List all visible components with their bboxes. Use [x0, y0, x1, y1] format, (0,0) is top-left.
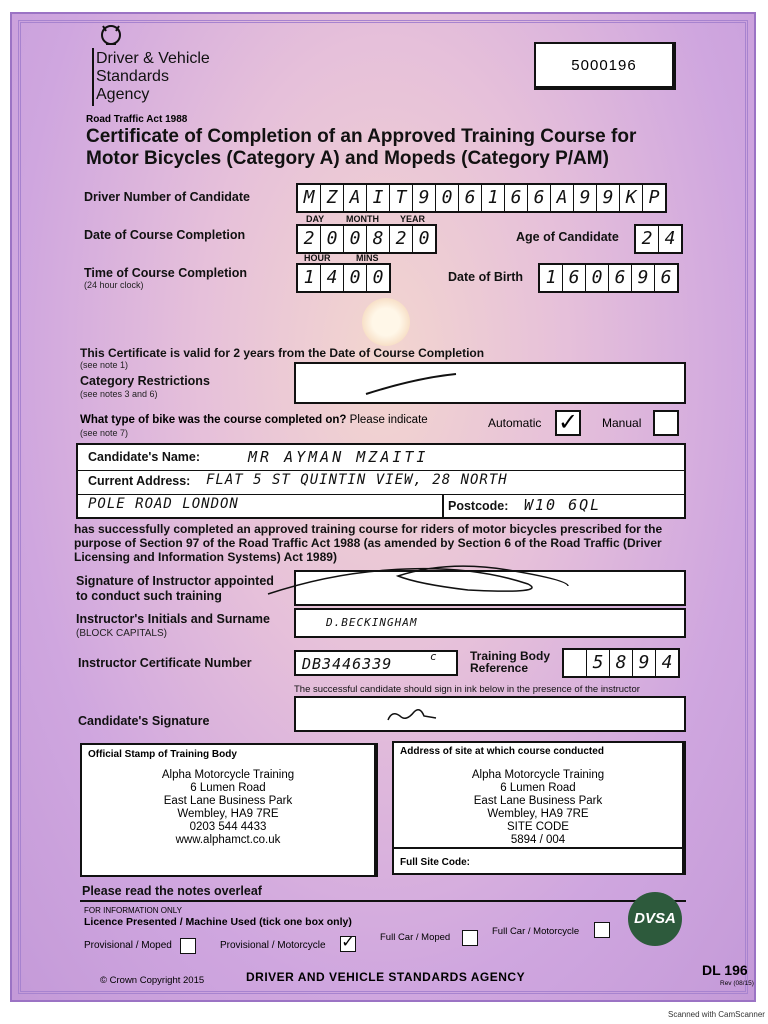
driver-number-char-13: 9	[574, 185, 597, 211]
candidate-name-label: Candidate's Name:	[88, 450, 201, 464]
driver-number-char-8: 6	[459, 185, 482, 211]
course-date-char-3: 0	[344, 226, 367, 252]
instructor-cert-field[interactable]	[294, 650, 458, 676]
title-line-1: Certificate of Completion of an Approved Training Course for	[86, 126, 637, 147]
validity-text: This Certificate is valid for 2 years from the Date of Course Completion	[80, 346, 485, 360]
provisional-moped-checkbox[interactable]	[180, 938, 196, 954]
year-label: YEAR	[400, 214, 426, 224]
instructor-cert-value: DB3446339	[302, 655, 393, 673]
course-date-char-6: 0	[418, 228, 430, 249]
stamp-line-3: East Lane Business Park	[163, 795, 293, 807]
instructor-name-value: D.BECKINGHAM	[326, 616, 418, 629]
driver-number-char-3: A	[344, 185, 367, 211]
instructor-signature-label-1: Signature of Instructor appointed	[76, 574, 274, 588]
agency-line-3: Agency	[96, 86, 150, 103]
candidate-signature-label: Candidate's Signature	[78, 714, 210, 728]
bike-type-note: (see note 7)	[80, 428, 129, 438]
candidate-signature-scribble	[296, 698, 688, 734]
copyright: © Crown Copyright 2015	[100, 975, 205, 986]
course-time-char-3: 0	[344, 265, 367, 291]
postcode-label: Postcode:	[448, 499, 509, 513]
instructor-name-label: Instructor's Initials and Surname	[76, 612, 270, 626]
age-char-2: 4	[664, 228, 676, 249]
mins-label: MINS	[356, 253, 379, 263]
full-car-motorcycle-checkbox[interactable]	[594, 922, 610, 938]
agency-line-1: Driver & Vehicle	[96, 50, 210, 67]
act-name: Road Traffic Act 1988	[86, 114, 188, 125]
info-only: FOR INFORMATION ONLY	[84, 906, 182, 915]
instructor-signature-field[interactable]	[294, 570, 686, 606]
course-time-char-4: 0	[372, 267, 384, 288]
scanner-watermark: Scanned with CamScanner	[668, 1010, 765, 1019]
dob-char-6: 6	[660, 267, 672, 288]
stamp-heading: Official Stamp of Training Body	[88, 749, 237, 760]
category-label: Category Restrictions	[80, 374, 210, 388]
serial-number-box	[534, 42, 676, 90]
course-date-char-4: 8	[367, 226, 390, 252]
site-address-box	[392, 741, 686, 875]
address-line-2[interactable]: POLE ROAD LONDON	[88, 496, 239, 512]
address-line-1[interactable]: FLAT 5 ST QUINTIN VIEW, 28 NORTH	[206, 472, 508, 488]
day-label: DAY	[306, 214, 325, 224]
agency-name	[96, 50, 210, 104]
course-date-char-1: 2	[298, 226, 321, 252]
driver-number-char-6: 9	[413, 185, 436, 211]
course-time-char-1: 1	[298, 265, 321, 291]
driver-number-char-5: T	[390, 185, 413, 211]
site-line-2: 6 Lumen Road	[500, 782, 576, 794]
candidate-name-value[interactable]: MR AYMAN MZAITI	[248, 448, 429, 466]
dob-char-3: 0	[586, 265, 609, 291]
driver-number-char-12: A	[551, 185, 574, 211]
driver-number-char-2: Z	[321, 185, 344, 211]
month-label: MONTH	[346, 214, 379, 224]
completion-statement: has successfully completed an approved training course for riders of motor bicycles prescribed for the purpose of Section 97 of the Road Traffic Act 1988 (as amended by Section 6 of the Road Traffic (Driver Licensing and Information Systems) Act 1989)	[74, 522, 663, 564]
driver-number-label: Driver Number of Candidate	[84, 190, 251, 204]
address-label: Current Address:	[88, 474, 191, 488]
dob-char-1: 1	[540, 265, 563, 291]
stamp-line-5: 0203 544 4433	[189, 821, 267, 833]
training-body-ref-char-5: 4	[661, 652, 673, 673]
age-char-1: 2	[636, 226, 659, 252]
course-time-label: Time of Course Completion	[84, 266, 247, 280]
agency-line-2: Standards	[96, 68, 169, 85]
automatic-label: Automatic	[488, 416, 542, 430]
site-text	[394, 769, 682, 847]
bike-type-question	[80, 414, 428, 426]
postcode-divider	[442, 494, 444, 518]
postcode-value[interactable]: W10 6QL	[524, 496, 602, 514]
licence-instruction: Licence Presented / Machine Used (tick one box only)	[84, 916, 352, 928]
driver-number-char-9: 1	[482, 185, 505, 211]
driver-number-char-15: K	[620, 185, 643, 211]
instructor-signature-scribble	[268, 564, 660, 600]
driver-number-char-10: 6	[505, 185, 528, 211]
course-date-label: Date of Course Completion	[84, 228, 246, 242]
form-rev: Rev (08/15)	[720, 980, 754, 987]
bike-type-indicate: Please indicate	[349, 414, 428, 426]
full-car-moped-label: Full Car / Moped	[380, 932, 451, 943]
driver-number-char-11: 6	[528, 185, 551, 211]
dob-label: Date of Birth	[448, 270, 523, 284]
driver-number-char-16: P	[648, 187, 660, 208]
provisional-motorcycle-check-mark: ✓	[341, 934, 355, 951]
course-date-cells[interactable]	[296, 224, 437, 254]
instructor-cert-label: Instructor Certificate Number	[78, 656, 252, 670]
full-site-code-label: Full Site Code:	[400, 857, 470, 868]
age-label: Age of Candidate	[516, 230, 619, 244]
stamp-line-4: Wembley, HA9 7RE	[177, 808, 279, 820]
driver-number-char-1: M	[298, 185, 321, 211]
course-time-char-2: 4	[321, 265, 344, 291]
driver-number-char-14: 9	[597, 185, 620, 211]
training-body-ref-char-4: 9	[633, 650, 656, 676]
royal-crest-icon	[96, 22, 126, 48]
full-site-code-divider	[394, 847, 682, 849]
category-note: (see notes 3 and 6)	[80, 389, 158, 399]
provisional-moped-label: Provisional / Moped	[84, 940, 172, 951]
provisional-motorcycle-checkbox[interactable]	[340, 936, 356, 952]
dob-cells[interactable]	[538, 263, 679, 293]
site-line-6: 5894 / 004	[510, 834, 566, 846]
dvsa-badge	[628, 892, 682, 946]
driver-number-cells[interactable]	[296, 183, 667, 213]
instructor-cert-suffix: c	[430, 650, 438, 663]
automatic-checkbox[interactable]	[555, 410, 581, 436]
address-row-2	[78, 494, 684, 518]
training-body-label-1: Training Body	[470, 649, 551, 663]
notes-overleaf: Please read the notes overleaf	[82, 884, 262, 898]
dash-scribble	[296, 364, 688, 406]
training-body-label-2: Reference	[470, 661, 529, 675]
validity-note: (see note 1)	[80, 360, 129, 370]
site-line-4: Wembley, HA9 7RE	[487, 808, 589, 820]
stamp-text	[82, 769, 374, 847]
driver-number-char-7: 0	[436, 185, 459, 211]
official-stamp-box	[80, 743, 378, 877]
candidate-name-row	[78, 445, 684, 471]
course-date-char-2: 0	[321, 226, 344, 252]
hologram-seal	[362, 298, 410, 346]
certificate-title	[86, 126, 636, 170]
bike-type-question-text: What type of bike was the course completed on?	[80, 414, 347, 426]
manual-label: Manual	[602, 416, 642, 430]
candidate-details-panel	[76, 443, 686, 519]
full-car-moped-checkbox[interactable]	[462, 930, 478, 946]
training-body-ref-cells[interactable]	[562, 648, 680, 678]
dvsa-badge-text: DVSA	[634, 910, 676, 927]
stamp-line-1: Alpha Motorcycle Training	[161, 769, 295, 781]
site-line-1: Alpha Motorcycle Training	[471, 769, 605, 781]
stamp-line-6: www.alphamct.co.uk	[175, 834, 281, 846]
address-row-1	[78, 470, 684, 495]
course-time-sub: (24 hour clock)	[84, 280, 144, 290]
ink-instruction: The successful candidate should sign in ink below in the presence of the instructor	[294, 684, 640, 695]
automatic-check-mark: ✓	[557, 409, 579, 436]
dob-char-5: 9	[632, 265, 655, 291]
training-body-ref-label	[470, 650, 550, 674]
site-line-3: East Lane Business Park	[473, 795, 603, 807]
instructor-name-field[interactable]	[294, 608, 686, 638]
category-restrictions-field[interactable]	[294, 362, 686, 404]
age-cells[interactable]	[634, 224, 683, 254]
training-body-ref-char-3: 8	[610, 650, 633, 676]
form-code: DL 196	[702, 962, 748, 978]
stamp-line-2: 6 Lumen Road	[190, 782, 266, 794]
site-heading: Address of site at which course conducted	[400, 746, 604, 757]
manual-checkbox[interactable]	[653, 410, 679, 436]
instructor-name-sub: (BLOCK CAPITALS)	[76, 628, 167, 639]
provisional-motorcycle-label: Provisional / Motorcycle	[220, 940, 326, 951]
training-body-ref-char-1	[564, 650, 587, 676]
dob-char-4: 6	[609, 265, 632, 291]
notes-divider	[80, 900, 686, 902]
footer-agency: DRIVER AND VEHICLE STANDARDS AGENCY	[246, 970, 526, 984]
hour-label: HOUR	[304, 253, 331, 263]
candidate-signature-field[interactable]	[294, 696, 686, 732]
agency-divider	[92, 48, 94, 106]
instructor-signature-label	[76, 574, 274, 604]
course-date-char-5: 2	[390, 226, 413, 252]
instructor-signature-label-2: to conduct such training	[76, 589, 222, 603]
course-time-cells[interactable]	[296, 263, 391, 293]
training-body-ref-char-2: 5	[587, 650, 610, 676]
dob-char-2: 6	[563, 265, 586, 291]
title-line-2: Motor Bicycles (Category A) and Mopeds (Category P/AM)	[86, 148, 609, 169]
serial-number: 5000196	[571, 57, 637, 74]
full-car-motorcycle-label: Full Car / Motorcycle	[492, 926, 580, 937]
site-line-5: SITE CODE	[507, 821, 569, 833]
driver-number-char-4: I	[367, 185, 390, 211]
